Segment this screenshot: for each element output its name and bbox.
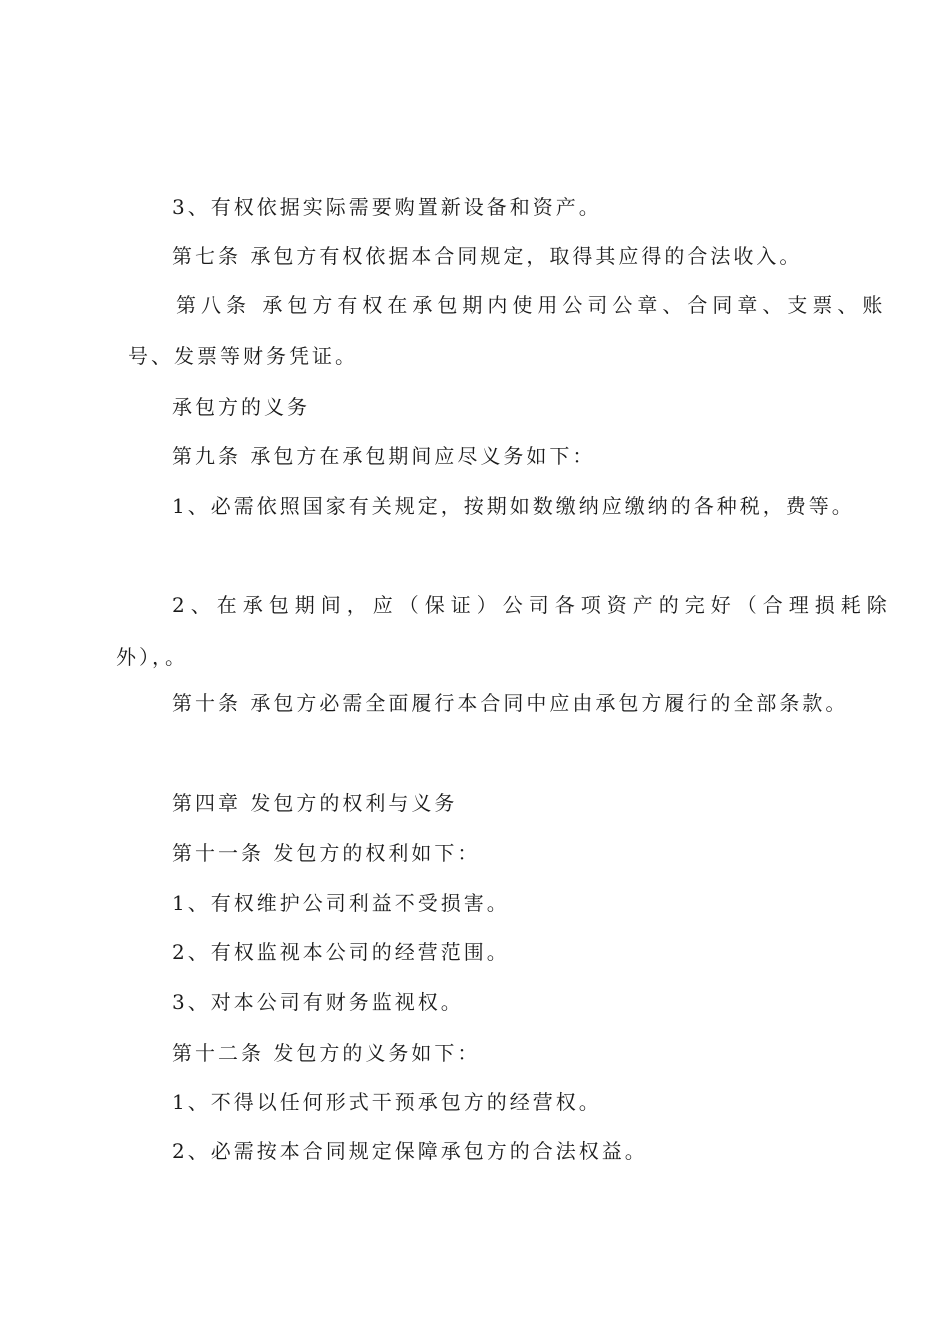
chapter-heading: 第四章 发包方的权利与义务 xyxy=(172,791,458,815)
text-line: 3、对本公司有财务监视权。 xyxy=(172,990,464,1014)
text-line: 1、有权维护公司利益不受损害。 xyxy=(172,891,510,915)
text-line: 外），。 xyxy=(116,645,188,669)
text-line: 3、有权依据实际需要购置新设备和资产。 xyxy=(172,195,602,219)
text-line: 2、在承包期间，应（保证）公司各项资产的完好（合理损耗除 xyxy=(172,593,893,617)
text-line: 第九条 承包方在承包期间应尽义务如下： xyxy=(172,444,596,468)
section-heading: 承包方的义务 xyxy=(172,395,310,419)
text-line: 第八条 承包方有权在承包期内使用公司公章、合同章、支票、账 xyxy=(176,293,888,317)
text-line: 1、必需依照国家有关规定，按期如数缴纳应缴纳的各种税，费等。 xyxy=(172,494,855,518)
text-line: 第十条 承包方必需全面履行本合同中应由承包方履行的全部条款。 xyxy=(172,691,849,715)
text-line: 号、发票等财务凭证。 xyxy=(128,344,358,368)
text-line: 第七条 承包方有权依据本合同规定，取得其应得的合法收入。 xyxy=(172,244,803,268)
text-line: 第十一条 发包方的权利如下： xyxy=(172,841,481,865)
text-line: 1、不得以任何形式干预承包方的经营权。 xyxy=(172,1090,602,1114)
text-line: 2、有权监视本公司的经营范围。 xyxy=(172,940,510,964)
text-line: 第十二条 发包方的义务如下： xyxy=(172,1041,481,1065)
text-line: 2、必需按本合同规定保障承包方的合法权益。 xyxy=(172,1139,648,1163)
